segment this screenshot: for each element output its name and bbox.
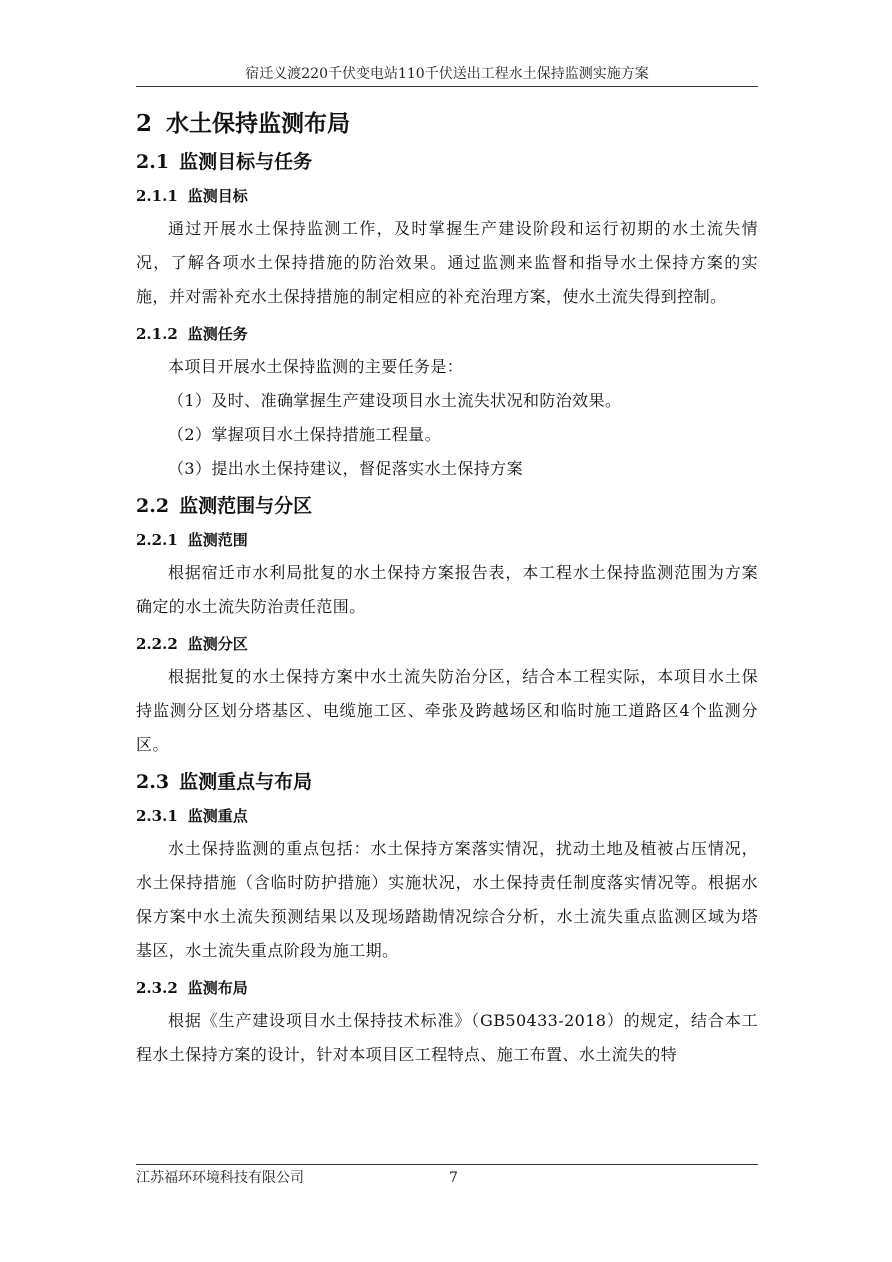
heading-number: 2 xyxy=(136,110,153,137)
heading-section-2-3-1 xyxy=(136,804,758,828)
heading-number: 2.2 xyxy=(136,495,170,517)
list-item-task-1: （1）及时、准确掌握生产建设项目水土流失状况和防治效果。 xyxy=(168,391,622,410)
heading-number: 2.3.2 xyxy=(136,979,178,997)
heading-text: 监测重点 xyxy=(187,807,248,825)
header-rule xyxy=(136,86,758,87)
heading-number: 2.2.2 xyxy=(136,635,178,653)
heading-text: 监测范围与分区 xyxy=(179,495,313,517)
footer-company: 江苏福环环境科技有限公司 xyxy=(136,1170,304,1186)
list-item-task-3: （3）提出水土保持建议，督促落实水土保持方案 xyxy=(168,459,523,478)
heading-text: 监测目标与任务 xyxy=(179,151,313,173)
heading-section-2-1 xyxy=(136,148,758,176)
heading-section-2-2-1 xyxy=(136,528,758,552)
page-number: 7 xyxy=(449,1170,458,1186)
heading-section-2-2-2 xyxy=(136,632,758,656)
footer-rule xyxy=(136,1164,758,1165)
heading-text: 水土保持监测布局 xyxy=(166,110,351,137)
heading-text: 监测分区 xyxy=(187,635,248,653)
heading-number: 2.2.1 xyxy=(136,531,178,549)
heading-section-2-3-2 xyxy=(136,976,758,1000)
heading-section-2-2 xyxy=(136,492,758,520)
heading-text: 监测任务 xyxy=(187,325,248,343)
heading-number: 2.1.1 xyxy=(136,187,178,205)
list-item-task-2: （2）掌握项目水土保持措施工程量。 xyxy=(168,425,441,444)
heading-text: 监测目标 xyxy=(187,187,248,205)
paragraph-monitoring-scope: 根据宿迁市水利局批复的水土保持方案报告表，本工程水土保持监测范围为方案确定的水土流失防治责任范围。 xyxy=(136,563,758,616)
heading-text: 监测重点与布局 xyxy=(179,771,313,793)
heading-text: 监测布局 xyxy=(187,979,248,997)
paragraph-monitoring-focus: 水土保持监测的重点包括：水土保持方案落实情况，扰动土地及植被占压情况，水土保持措施（含临时防护措施）实施状况，水土保持责任制度落实情况等。根据水保方案中水土流失预测结果以及现场踏勘情况综合分析，水土流失重点监测区域为塔基区，水土流失重点阶段为施工期。 xyxy=(136,839,758,960)
paragraph-monitoring-goal: 通过开展水土保持监测工作，及时掌握生产建设阶段和运行初期的水土流失情况，了解各项水土保持措施的防治效果。通过监测来监督和指导水土保持方案的实施，并对需补充水土保持措施的制定相应的补充治理方案，使水土流失得到控制。 xyxy=(136,219,758,306)
heading-section-2-1-2 xyxy=(136,322,758,346)
heading-number: 2.1 xyxy=(136,151,170,173)
heading-text: 监测范围 xyxy=(187,531,248,549)
page-content xyxy=(136,104,758,1072)
heading-section-2-1-1 xyxy=(136,184,758,208)
heading-section-2 xyxy=(136,108,758,140)
heading-number: 2.3 xyxy=(136,771,170,793)
paragraph-task-intro: 本项目开展水土保持监测的主要任务是： xyxy=(168,357,464,376)
heading-number: 2.3.1 xyxy=(136,807,178,825)
paragraph-monitoring-layout: 根据《生产建设项目水土保持技术标准》（GB50433-2018）的规定，结合本工程水土保持方案的设计，针对本项目区工程特点、施工布置、水土流失的特 xyxy=(136,1011,758,1064)
paragraph-monitoring-zones: 根据批复的水土保持方案中水土流失防治分区，结合本工程实际，本项目水土保持监测分区划分塔基区、电缆施工区、牵张及跨越场区和临时施工道路区4个监测分区。 xyxy=(136,667,758,754)
heading-section-2-3 xyxy=(136,768,758,796)
running-header: 宿迁义渡220千伏变电站110千伏送出工程水土保持监测实施方案 xyxy=(245,66,649,82)
heading-number: 2.1.2 xyxy=(136,325,178,343)
